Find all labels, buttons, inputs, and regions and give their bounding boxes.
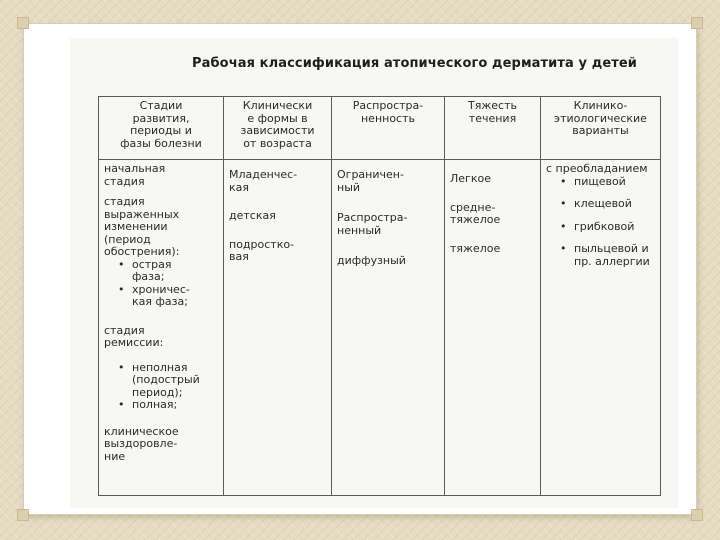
- stages-cell: [99, 160, 224, 496]
- corner-decoration: [17, 17, 29, 29]
- list-item: подростко- вая: [229, 237, 295, 263]
- table-header-row: [99, 97, 661, 160]
- list-item: Младенчес- кая: [229, 168, 298, 194]
- list-item: диффузный: [337, 254, 406, 267]
- prevalence-list: [337, 169, 439, 268]
- variants-intro: с преобладанием: [546, 162, 648, 175]
- prevalence-cell: [332, 160, 445, 496]
- header-cell-variants: Клинико- этиологические варианты: [541, 97, 661, 160]
- corner-decoration: [691, 17, 703, 29]
- list-item: • полная;: [104, 399, 218, 412]
- document-title: Рабочая классификация атопического дерматита у детей: [192, 56, 637, 71]
- forms-cell: [224, 160, 332, 496]
- list-item: начальная стадия: [104, 162, 166, 188]
- variants-cell: [541, 160, 661, 496]
- list-item: • хроничес- кая фаза;: [104, 284, 218, 309]
- corner-decoration: [17, 509, 29, 521]
- forms-list: [229, 169, 326, 264]
- list-item: средне- тяжелое: [450, 200, 501, 226]
- list-item: • клещевой: [546, 198, 655, 211]
- header-cell-stages: Стадии развития, периоды и фазы болезни: [99, 97, 224, 160]
- list-item: • грибковой: [546, 221, 655, 234]
- list-item: тяжелое: [450, 241, 501, 255]
- header-cell-forms: Клинически е формы в зависимости от возраста: [224, 97, 332, 160]
- classification-table: [98, 96, 661, 496]
- severity-list: [450, 173, 535, 255]
- scanned-document: [70, 38, 678, 508]
- list-item: стадия ремиссии:: [104, 323, 164, 349]
- list-item: стадия выраженных изменении (период обострения):: [104, 195, 180, 258]
- stages-list: [104, 163, 218, 463]
- list-item: Распростра- ненный: [337, 211, 408, 237]
- list-item: клиническое выздоровле- ние: [104, 424, 179, 463]
- slide: [24, 24, 696, 514]
- list-item: детская: [229, 209, 276, 222]
- list-item: • пыльцевой и пр. аллергии: [546, 243, 655, 268]
- list-item: Легкое: [450, 172, 491, 185]
- header-cell-severity: Тяжесть течения: [445, 97, 541, 160]
- table-body-row: [99, 160, 661, 496]
- list-item: • пищевой: [546, 176, 655, 189]
- corner-decoration: [691, 509, 703, 521]
- header-cell-prevalence: Распростра- ненность: [332, 97, 445, 160]
- list-item: • острая фаза;: [104, 259, 218, 284]
- list-item: • неполная (подострый период);: [104, 362, 218, 400]
- list-item: Ограничен- ный: [337, 168, 404, 194]
- variants-list: [546, 176, 655, 269]
- severity-cell: [445, 160, 541, 496]
